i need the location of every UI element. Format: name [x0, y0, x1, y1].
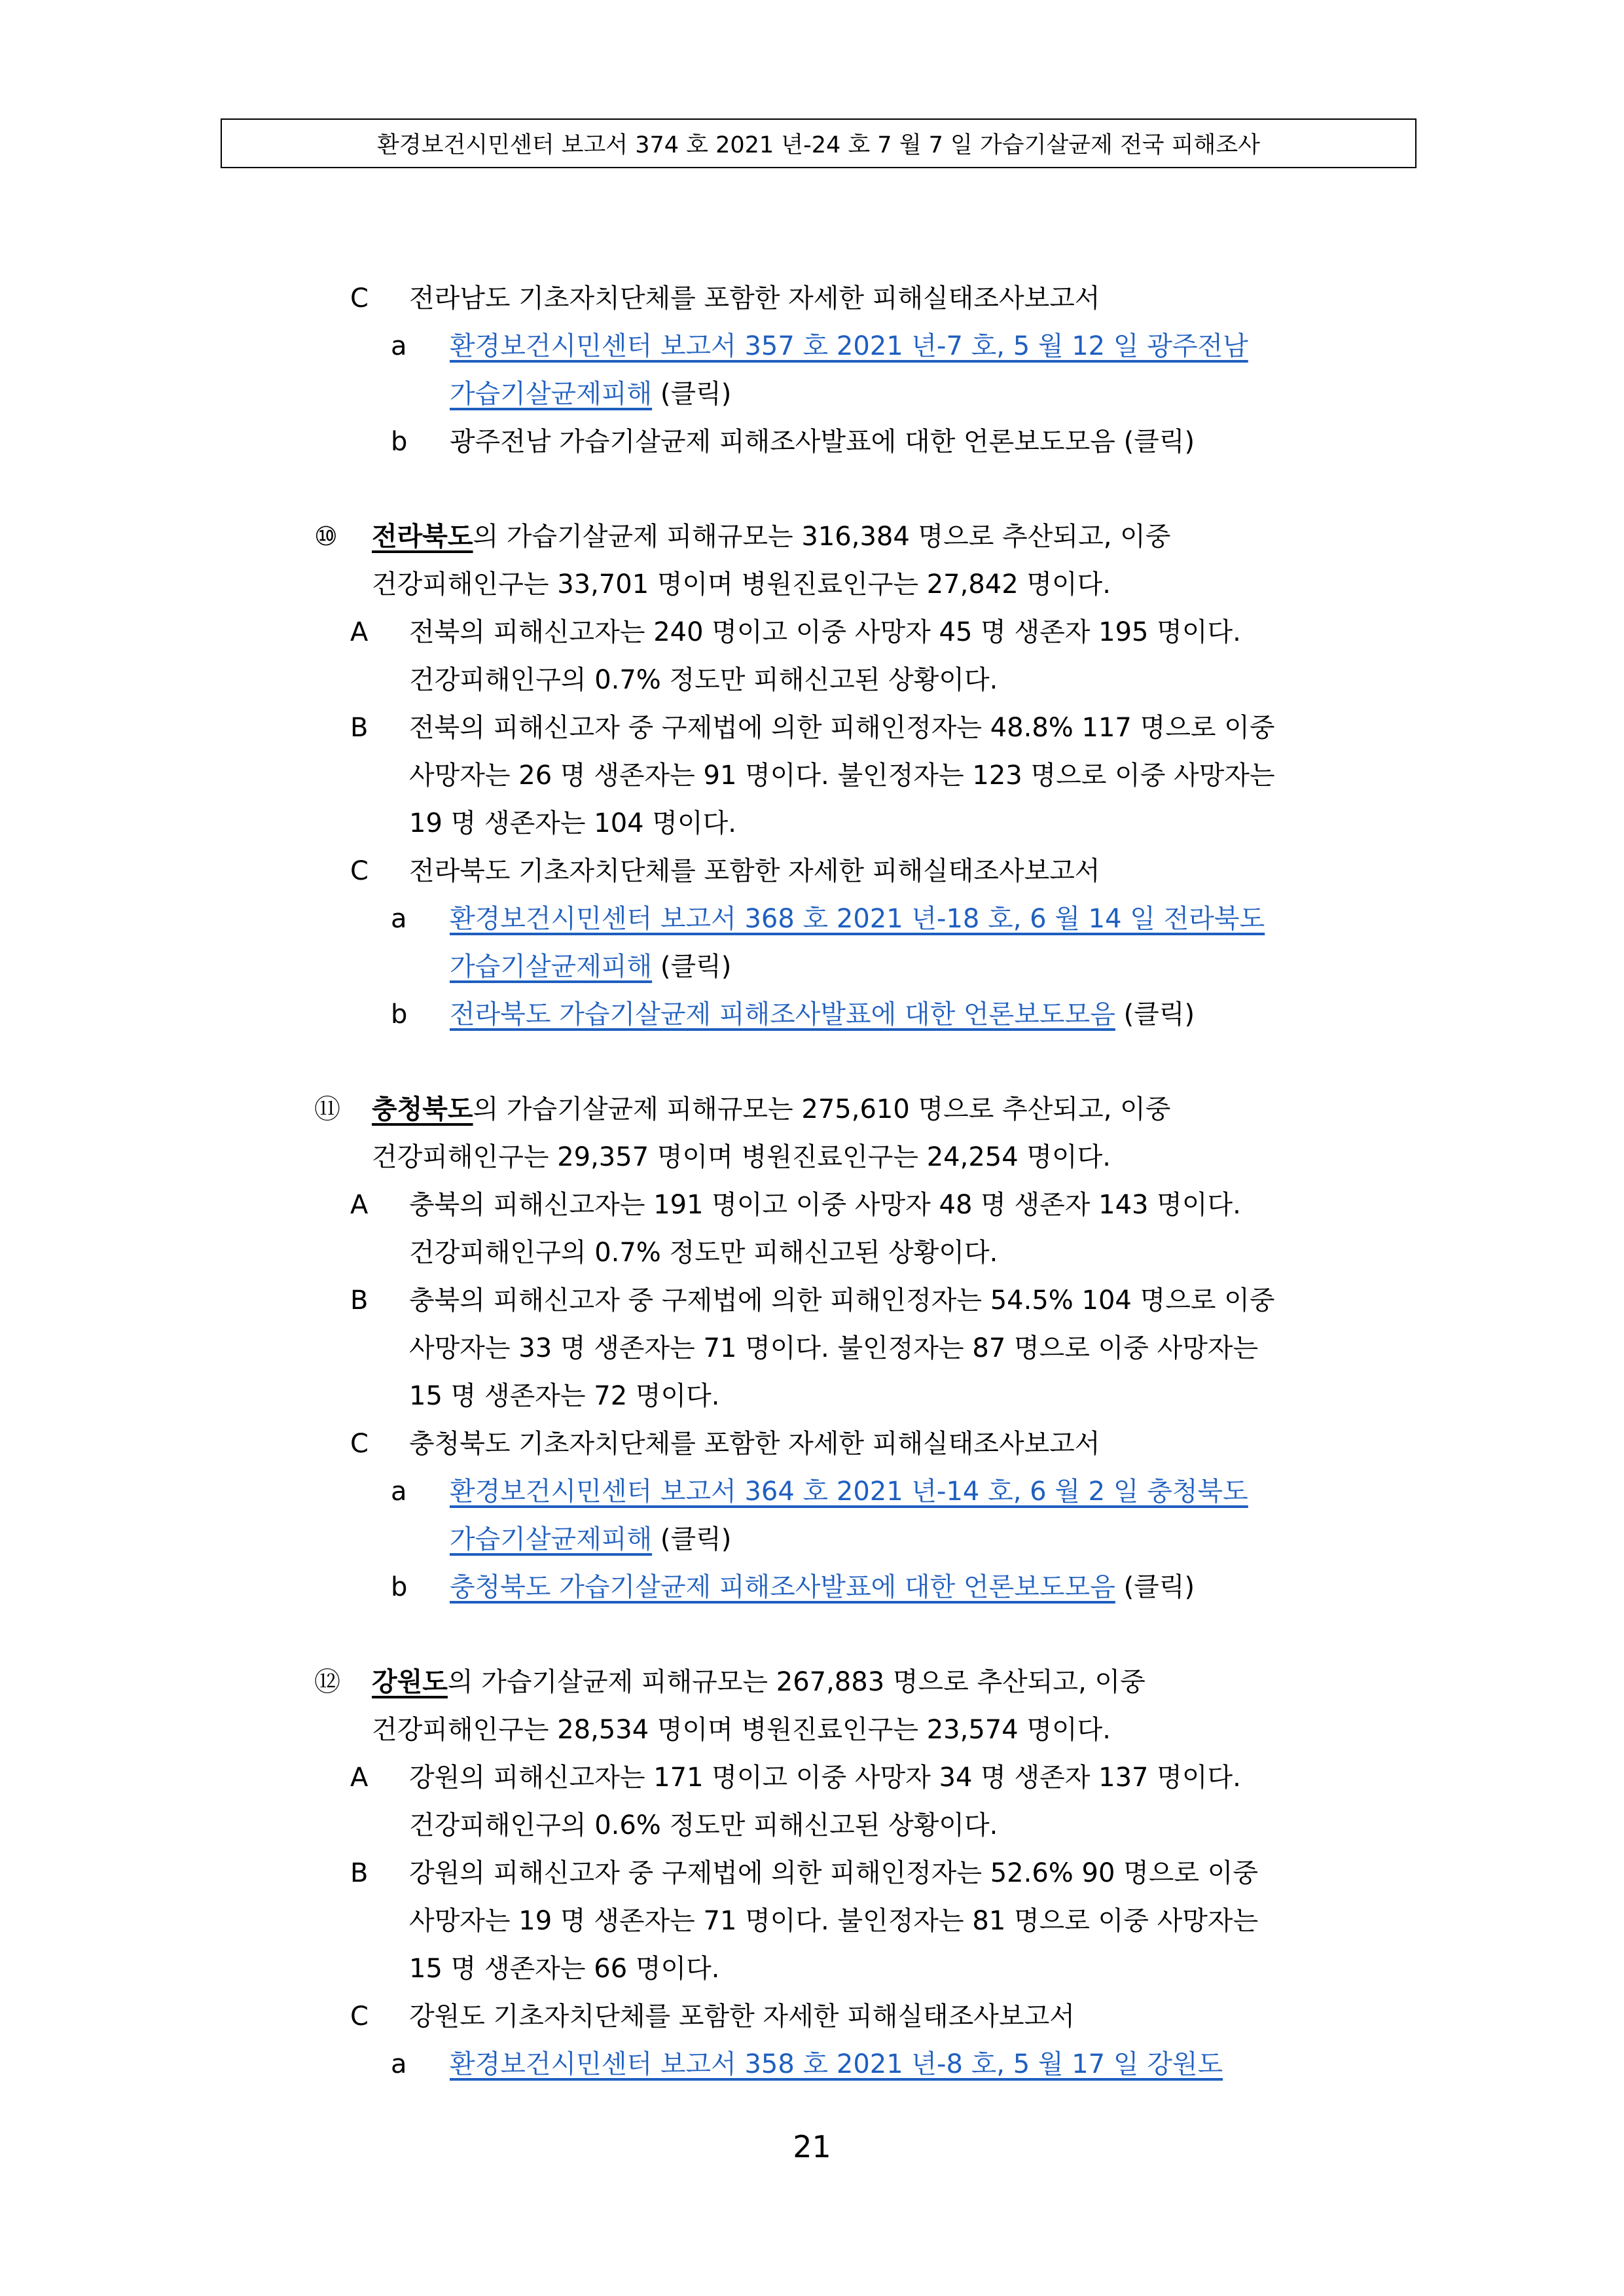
- gangwon-report-link-line1[interactable]: 환경보건시민센터 보고서 358 호 2021 년-8 호, 5 월 17 일 강원도: [450, 2049, 1223, 2079]
- item-a-marker: a: [391, 2049, 407, 2079]
- click-hint: (클릭): [652, 379, 732, 409]
- region-name-gangwon: 강원도: [372, 1667, 448, 1697]
- chungbuk-press-link[interactable]: 충청북도 가습기살균제 피해조사발표에 대한 언론보도모음: [450, 1572, 1115, 1602]
- item-b-marker: b: [391, 427, 408, 457]
- jeonnam-report-link: [450, 329, 1248, 363]
- jeonnam-report-link-line2[interactable]: 가습기살균제피해: [450, 379, 653, 409]
- jeonbuk-b-line1: 전북의 피해신고자 중 구제법에 의한 피해인정자는 48.8% 117 명으로 이중: [409, 713, 1275, 743]
- region-name-jeonbuk: 전라북도: [372, 522, 473, 552]
- item-a-marker: a: [391, 904, 407, 934]
- item-a-marker: A: [350, 1763, 369, 1793]
- gangwon-report-heading: 강원도 기초자치단체를 포함한 자세한 피해실태조사보고서: [409, 2001, 1075, 2032]
- section-number-11: ⑪: [314, 1094, 340, 1124]
- jeonbuk-report-link-line2[interactable]: 가습기살균제피해: [450, 952, 653, 982]
- chungbuk-report-link: [450, 1475, 1248, 1509]
- click-hint: (클릭): [652, 952, 732, 982]
- item-b-marker: b: [391, 999, 408, 1030]
- chungbuk-press-line: [450, 1570, 1195, 1604]
- item-c-marker: C: [350, 1429, 369, 1459]
- chungbuk-summary-line2: 건강피해인구는 29,357 명이며 병원진료인구는 24,254 명이다.: [372, 1142, 1111, 1172]
- gangwon-summary-rest: 의 가습기살균제 피해규모는 267,883 명으로 추산되고, 이중: [447, 1667, 1146, 1697]
- jeonbuk-b-line2: 사망자는 26 명 생존자는 91 명이다. 불인정자는 123 명으로 이중 사망자는: [409, 761, 1275, 791]
- item-a-marker: A: [350, 1190, 369, 1220]
- chungbuk-b-line3: 15 명 생존자는 72 명이다.: [409, 1381, 720, 1411]
- click-hint: (클릭): [652, 1524, 732, 1554]
- item-a-marker: a: [391, 1477, 407, 1507]
- item-a-marker: a: [391, 331, 407, 361]
- item-b-marker: B: [350, 713, 369, 743]
- chungbuk-report-link-line2[interactable]: 가습기살균제피해: [450, 1524, 653, 1554]
- gangwon-summary-line2: 건강피해인구는 28,534 명이며 병원진료인구는 23,574 명이다.: [372, 1715, 1111, 1745]
- item-b-marker: b: [391, 1572, 408, 1602]
- chungbuk-report-heading: 충청북도 기초자치단체를 포함한 자세한 피해실태조사보고서: [409, 1429, 1100, 1459]
- gangwon-summary-line1: [372, 1665, 1146, 1699]
- item-b-marker: B: [350, 1285, 369, 1316]
- chungbuk-summary-rest: 의 가습기살균제 피해규모는 275,610 명으로 추산되고, 이중: [473, 1094, 1171, 1124]
- running-header: [221, 118, 1416, 168]
- jeonbuk-summary-line2: 건강피해인구는 33,701 명이며 병원진료인구는 27,842 명이다.: [372, 569, 1111, 600]
- jeonbuk-report-link: [450, 902, 1265, 936]
- jeonbuk-report-heading: 전라북도 기초자치단체를 포함한 자세한 피해실태조사보고서: [409, 856, 1100, 886]
- jeonbuk-summary-line1: [372, 520, 1170, 554]
- section-number-12: ⑫: [314, 1667, 340, 1697]
- jeonbuk-summary-rest: 의 가습기살균제 피해규모는 316,384 명으로 추산되고, 이중: [473, 522, 1171, 552]
- click-hint: (클릭): [1115, 1572, 1195, 1602]
- jeonbuk-report-link-cont: [450, 950, 731, 984]
- chungbuk-b-line2: 사망자는 33 명 생존자는 71 명이다. 불인정자는 87 명으로 이중 사망자는: [409, 1333, 1259, 1363]
- page-number: 21: [793, 2129, 831, 2164]
- region-name-chungbuk: 충청북도: [372, 1094, 473, 1124]
- jeonbuk-press-line: [450, 997, 1195, 1031]
- jeonbuk-report-link-line1[interactable]: 환경보건시민센터 보고서 368 호 2021 년-18 호, 6 월 14 일 전라북도: [450, 904, 1265, 934]
- item-c-marker: C: [350, 2001, 369, 2032]
- item-b-marker: B: [350, 1858, 369, 1888]
- jeonbuk-press-link[interactable]: 전라북도 가습기살균제 피해조사발표에 대한 언론보도모음: [450, 999, 1115, 1030]
- chungbuk-report-link-line1[interactable]: 환경보건시민센터 보고서 364 호 2021 년-14 호, 6 월 2 일 충청북도: [450, 1477, 1248, 1507]
- item-c-marker: C: [350, 283, 369, 314]
- gangwon-b-line2: 사망자는 19 명 생존자는 71 명이다. 불인정자는 81 명으로 이중 사망자는: [409, 1906, 1259, 1936]
- jeonbuk-a-line1: 전북의 피해신고자는 240 명이고 이중 사망자 45 명 생존자 195 명이다.: [409, 617, 1241, 647]
- chungbuk-summary-line1: [372, 1092, 1170, 1126]
- chungbuk-a-line1: 충북의 피해신고자는 191 명이고 이중 사망자 48 명 생존자 143 명이다.: [409, 1190, 1241, 1220]
- running-header-text: 환경보건시민센터 보고서 374 호 2021 년-24 호 7 월 7 일 가습기살균제 전국 피해조사: [377, 132, 1260, 158]
- chungbuk-report-link-cont: [450, 1522, 731, 1556]
- gangwon-a-line2: 건강피해인구의 0.6% 정도만 피해신고된 상황이다.: [409, 1810, 998, 1840]
- gangwon-b-line3: 15 명 생존자는 66 명이다.: [409, 1954, 720, 1984]
- gangwon-a-line1: 강원의 피해신고자는 171 명이고 이중 사망자 34 명 생존자 137 명이다.: [409, 1763, 1241, 1793]
- click-hint: (클릭): [1115, 999, 1195, 1030]
- chungbuk-a-line2: 건강피해인구의 0.7% 정도만 피해신고된 상황이다.: [409, 1238, 998, 1268]
- gangwon-report-link: [450, 2047, 1223, 2081]
- chungbuk-b-line1: 충북의 피해신고자 중 구제법에 의한 피해인정자는 54.5% 104 명으로 이중: [409, 1285, 1275, 1316]
- section-number-10: ⑩: [314, 522, 338, 552]
- jeonnam-press-text: 광주전남 가습기살균제 피해조사발표에 대한 언론보도모음 (클릭): [450, 427, 1195, 457]
- jeonbuk-a-line2: 건강피해인구의 0.7% 정도만 피해신고된 상황이다.: [409, 665, 998, 695]
- jeonnam-report-heading: 전라남도 기초자치단체를 포함한 자세한 피해실태조사보고서: [409, 283, 1100, 314]
- item-c-marker: C: [350, 856, 369, 886]
- jeonnam-report-link-line1[interactable]: 환경보건시민센터 보고서 357 호 2021 년-7 호, 5 월 12 일 광주전남: [450, 331, 1248, 361]
- jeonnam-report-link-cont: [450, 377, 731, 411]
- jeonbuk-b-line3: 19 명 생존자는 104 명이다.: [409, 808, 736, 838]
- gangwon-b-line1: 강원의 피해신고자 중 구제법에 의한 피해인정자는 52.6% 90 명으로 이중: [409, 1858, 1259, 1888]
- item-a-marker: A: [350, 617, 369, 647]
